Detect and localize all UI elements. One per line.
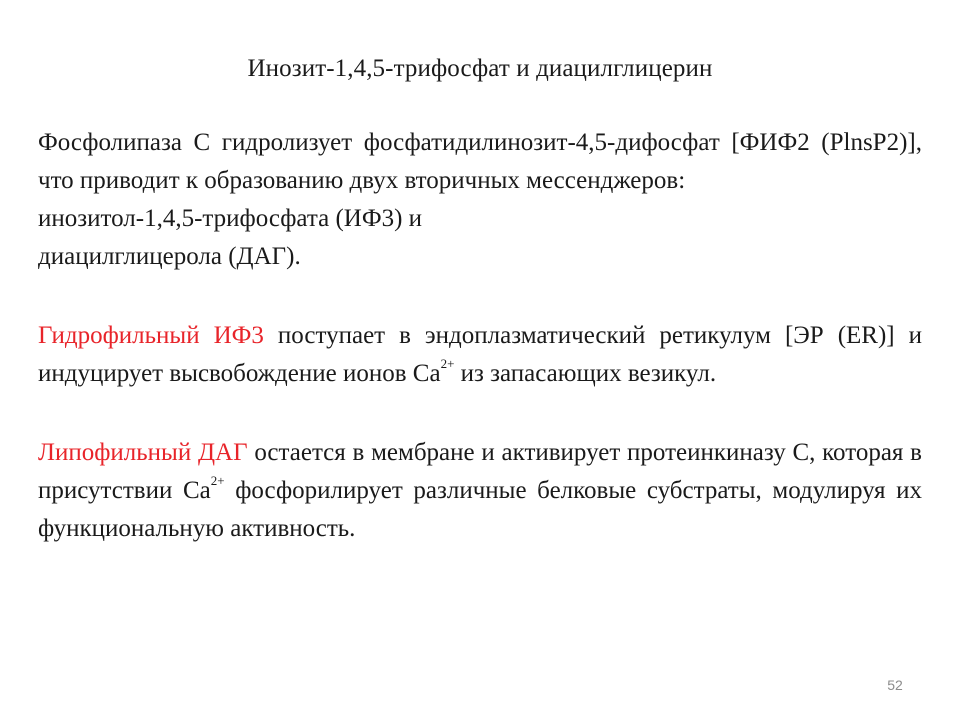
dag-paragraph: [38, 434, 922, 548]
slide-body: [38, 124, 922, 548]
paragraph-spacer: [38, 393, 922, 434]
page-number: 52: [887, 677, 903, 693]
ip3-paragraph: [38, 317, 922, 393]
paragraph-spacer: [38, 276, 922, 317]
dag-text: остается в мембране и активирует протеинкиназу С, которая в присутствии Са: [38, 439, 922, 504]
ip3-text-end: из запасающих везикул.: [460, 360, 717, 387]
intro-item-ip3: инозитол-1,4,5-трифосфата (ИФ3) и: [38, 205, 423, 232]
ip3-text: поступает в эндоплазматический ретикулум [ЭР (ER)] и индуцирует высвобождение ионов Са: [38, 322, 922, 387]
ip3-highlight: Гидрофильный ИФ3: [38, 322, 264, 349]
intro-paragraph: [38, 124, 922, 200]
intro-item-dag: диацилглицерола (ДАГ).: [38, 243, 301, 270]
dag-highlight: Липофильный ДАГ: [38, 439, 248, 466]
ip3-calcium-superscript: 2+: [440, 356, 455, 371]
intro-text: Фосфолипаза С гидролизует фосфатидилинозит-4,5-дифосфат [ФИФ2 (PlnsP2)], что приводит к образованию двух вторичных мессенджеров:: [38, 129, 922, 194]
slide-title: Инозит-1,4,5-трифосфат и диацилглицерин: [247, 55, 713, 82]
dag-text-end: фосфорилирует различные белковые субстраты, модулируя их функциональную активность.: [38, 477, 923, 542]
dag-calcium-superscript: 2+: [210, 473, 225, 488]
